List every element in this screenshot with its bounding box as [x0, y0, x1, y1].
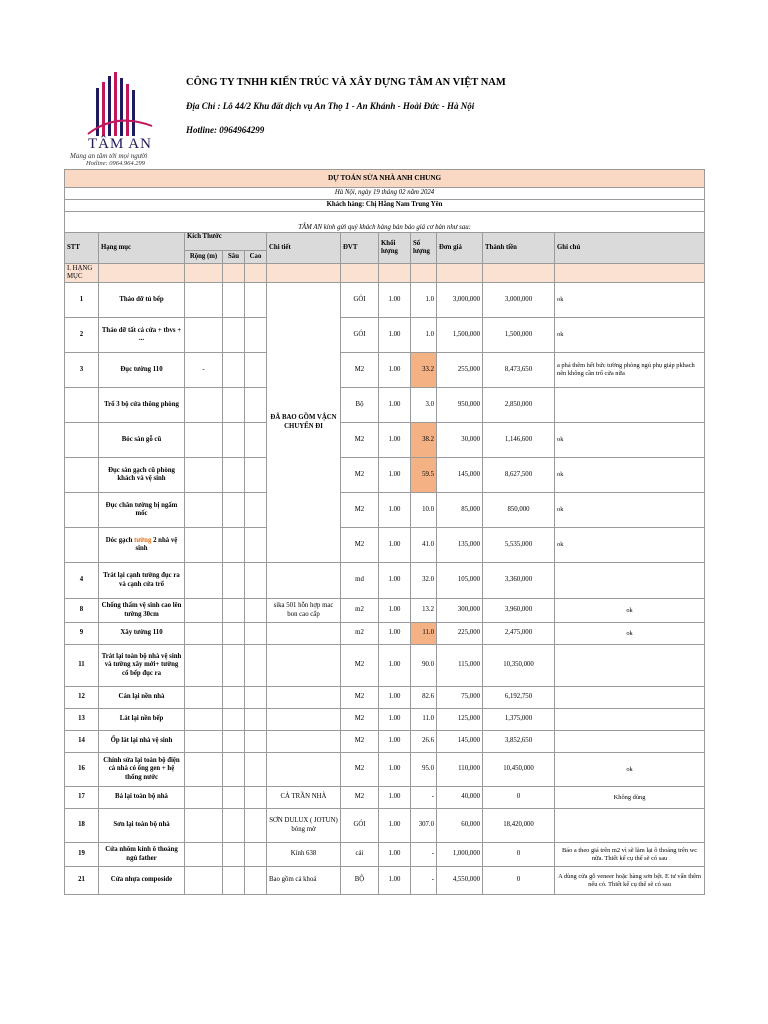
table-row: Đục chân tường bị ngấm mốc M2 1.00 10.0 85,000 850,000 ok — [65, 493, 705, 528]
table-row: 16 Chỉnh sửa lại toàn bộ điện cả nhà có ống gen + hệ thống nước M2 1.00 95.0 110,000 10,450,000 ok — [65, 753, 705, 787]
header-volume: Khối lượng — [379, 233, 411, 264]
header-depth: Sâu — [223, 251, 245, 264]
document-date: Hà Nội, ngày 19 tháng 02 năm 2024 — [65, 188, 705, 200]
header-unit: ĐVT — [341, 233, 379, 264]
header-size: Kích Thước — [185, 233, 267, 251]
table-row: 17 Bả lại toàn bộ nhà CẢ TRẦN NHÀ M2 1.00 - 40,000 0 Không dùng — [65, 787, 705, 809]
intro-text: TÂM AN kính gửi quý khách hàng bản báo giá cơ bản như sau: — [65, 212, 705, 233]
company-logo — [66, 68, 176, 168]
company-name: CÔNG TY TNHH KIẾN TRÚC VÀ XÂY DỰNG TÂM AN VIỆT NAM — [186, 77, 506, 88]
table-row: 8 Chống thấm vệ sinh cao lên tường 30cm sika 501 hỗn hợp mac bon cao cấp m2 1.00 13.2 300,000 3,960,000 ok — [65, 599, 705, 623]
table-row: Đục sàn gạch cũ phòng khách và vệ sinh M2 1.00 59.5 145,000 8,627,500 ok — [65, 458, 705, 493]
header-total: Thành tiền — [483, 233, 555, 264]
table-row: Dóc gạch tường 2 nhà vệ sinh M2 1.00 41.0 135,000 5,535,000 ok — [65, 528, 705, 563]
logo-hotline: Hotline: 0964.964.299 — [86, 160, 146, 167]
section-label: I. HẠNG MỤC — [65, 264, 99, 283]
table-row: 9 Xây tường 110 m2 1.00 11.0 225,000 2,475,000 ok — [65, 623, 705, 645]
header-item: Hạng mục — [99, 233, 185, 264]
company-address: Địa Chỉ : Lô 44/2 Khu đất dịch vụ An Thọ 1 - An Khánh - Hoài Đức - Hà Nội — [186, 101, 475, 111]
logo-slogan: Mang an tâm tới mọi người — [70, 152, 148, 160]
company-hotline: Hotline: 0964964299 — [186, 125, 265, 135]
header-stt: STT — [65, 233, 99, 264]
logo-brand: TÂM AN — [88, 136, 152, 152]
building-bars-icon — [66, 68, 176, 138]
customer-name: Khách hàng: Chị Hằng Nam Trung Yên — [65, 200, 705, 212]
table-row: 4 Trát lại cạnh tường đục ra và cạnh cửa trổ md 1.00 32.0 105,000 3,360,000 — [65, 563, 705, 599]
table-row: 21 Cửa nhựa composide Bao gồm cả khoá BỘ 1.00 - 4,550,000 0 A dùng cửa gỗ veneer hoặc hàng sơn bệt. E tư vấn thêm nếu có. Thiết kế cụ thể sẽ có sau — [65, 867, 705, 895]
header-height: Cao — [245, 251, 267, 264]
header-price: Đơn giá — [437, 233, 483, 264]
table-row: Trổ 3 bộ cửa thông phòng Bộ 1.00 3.0 950,000 2,850,000 — [65, 388, 705, 423]
merged-detail-cell: ĐÃ BAO GỒM VẬCN CHUYỂN ĐI — [267, 283, 341, 563]
table-row: 11 Trát lại toàn bộ nhà vệ sinh và tường xây mới+ tường cổ bếp đục ra M2 1.00 90.0 115,000 10,350,000 — [65, 645, 705, 687]
table-row: 3 Đục tường 110 - M2 1.00 33.2 255,000 8,473,650 a phá thêm hết bức tường phòng ngủ phụ giáp pkhach nên không cần trổ cửa nữa — [65, 353, 705, 388]
header-width: Rộng (m) — [185, 251, 223, 264]
table-row: 13 Lát lại nền bếp M2 1.00 11.0 125,000 1,375,000 — [65, 709, 705, 731]
table-row: 2 Tháo dỡ tất cả cửa + tbvs + ... GÓI 1.00 1.0 1,500,000 1,500,000 ok — [65, 318, 705, 353]
document-title: DỰ TOÁN SỬA NHÀ ANH CHUNG — [65, 170, 705, 188]
header-qty: Số lượng — [411, 233, 437, 264]
quotation-table — [64, 169, 705, 895]
header-detail: Chi tiết — [267, 233, 341, 264]
table-row: 19 Cửa nhôm kính ô thoáng ngủ father Kính 638 cái 1.00 - 1,000,000 0 Báo a theo giá trên m2 vì sẽ làm lại ô thoáng trên wc nữa. Thiết kế cụ thể sẽ có sau — [65, 843, 705, 867]
table-row: 14 Ốp lát lại nhà vệ sinh M2 1.00 26.6 145,000 3,852,650 — [65, 731, 705, 753]
table-row: 18 Sơn lại toàn bộ nhà SƠN DULUX ( JOTUN) bóng mờ GÓI 1.00 307.0 60,000 18,420,000 — [65, 809, 705, 843]
header-note: Ghi chú — [555, 233, 705, 264]
document-header — [0, 0, 768, 170]
table-row: 12 Cán lại nền nhà M2 1.00 82.6 75,000 6,192,750 — [65, 687, 705, 709]
table-row: Bóc sàn gỗ cũ M2 1.00 38.2 30,000 1,146,600 ok — [65, 423, 705, 458]
table-row: 1 Tháo dỡ tủ bếp ĐÃ BAO GỒM VẬCN CHUYỂN ĐI GÓI 1.00 1.0 3,000,000 3,000,000 ok — [65, 283, 705, 318]
